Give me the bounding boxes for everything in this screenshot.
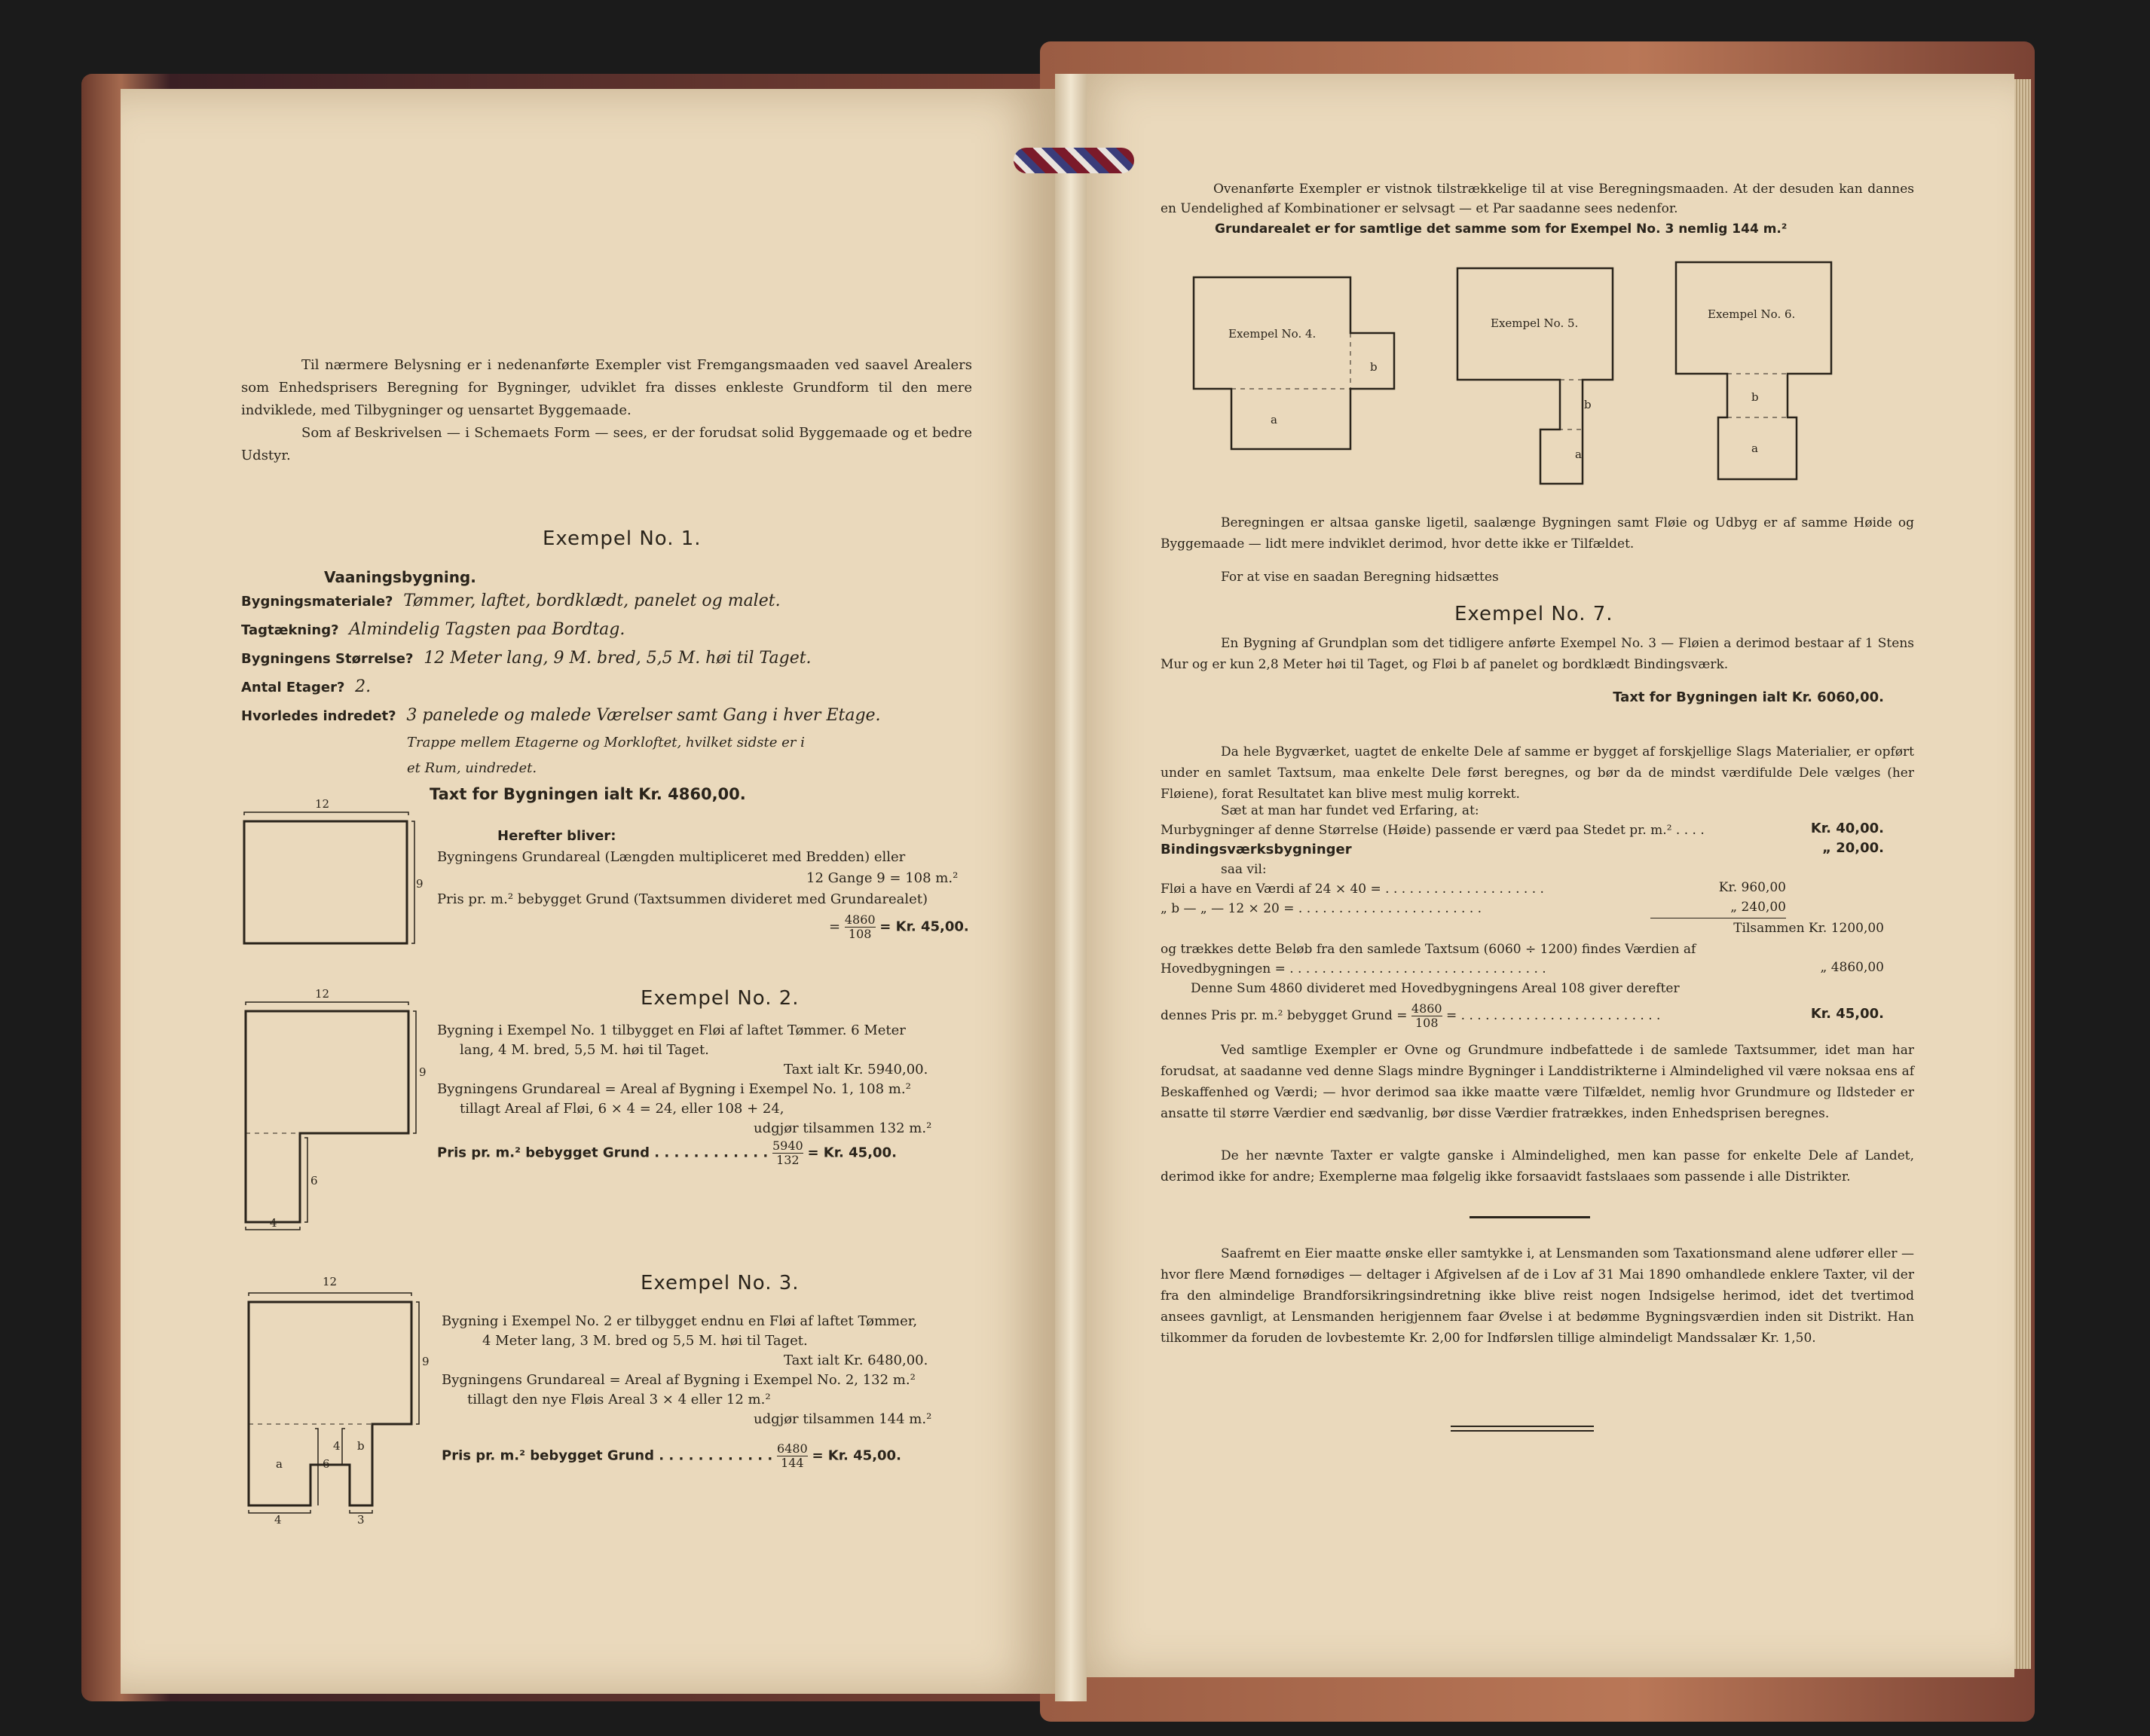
plan5-label-a: a [1575, 448, 1582, 461]
ex7-pris: dennes Pris pr. m.² bebygget Grund = [1161, 1008, 1408, 1023]
ex1-dim-side: 9 [416, 877, 424, 891]
ex2-pris: Pris pr. m.² bebygget Grund . . . . . . . . . . . . [437, 1145, 769, 1161]
plan6-title: Exempel No. 6. [1708, 307, 1796, 321]
ex7-para-4: og trækkes dette Beløb fra den samlede Taxtsum (6060 ÷ 1200) findes Værdien af [1161, 942, 1696, 957]
ex3-den: 144 [781, 1456, 804, 1470]
ex3-pris: Pris pr. m.² bebygget Grund . . . . . . . . . . . . [442, 1447, 773, 1464]
ex3-dim-side: 9 [422, 1355, 430, 1368]
ex7-para-7: De her nævnte Taxter er valgte ganske i Almindelighed, men kan passe for enkelte Dele af Landet, derimod ikke for andre; Exemplerne maa følgelig ikke forsaavidt fastslaaes som passende i alle Distrikter. [1161, 1148, 1914, 1184]
ex3-num: 6480 [776, 1441, 808, 1456]
ex3-result: = Kr. 45,00. [812, 1447, 901, 1464]
left-intro-paragraph-2: Som af Beskrivelsen — i Schemaets Form — sees, er der forudsat solid Byggemaade og et bedre Udstyr. [241, 425, 972, 463]
ex7-floi-a-value: Kr. 960,00 [1718, 880, 1786, 895]
section-rule-3 [1451, 1430, 1594, 1432]
ex2-dim-top: 12 [315, 987, 330, 1001]
ex1-fraction [845, 913, 876, 941]
ex7-para-1: En Bygning af Grundplan som det tidligere anførte Exempel No. 3 — Fløien a derimod bestaar af 1 Stens Mur og er kun 2,8 Meter høi til Taget, og Fløi b af panelet og bordklædt Bindingsværk. [1161, 636, 1914, 672]
ex7-pris-dots: = . . . . . . . . . . . . . . . . . . . . . . . . . [1446, 1008, 1661, 1023]
ex1-taxt: Taxt for Bygningen ialt Kr. 4860,00. [430, 785, 746, 803]
ex7-bind: Bindingsværksbygninger [1161, 842, 1352, 857]
ex3-floor-plan [240, 1272, 443, 1528]
ex1-row-size-label: Bygningens Størrelse? [241, 651, 414, 667]
ex1-herefter: Herefter bliver: [497, 828, 616, 844]
ex3-dim-top: 12 [323, 1275, 338, 1288]
ex3-label-a: a [276, 1457, 283, 1471]
ex7-para-5: Denne Sum 4860 divideret med Hovedbygningens Areal 108 giver derefter [1191, 981, 1680, 996]
ex1-layout-cont-2: et Rum, uindredet. [407, 760, 537, 776]
ex7-num: 4860 [1411, 1001, 1442, 1016]
ex3-line-1: Bygning i Exempel No. 2 er tilbygget endnu en Fløi af laftet Tømmer, [442, 1313, 918, 1329]
ex3-line-3: Bygningens Grundareal = Areal af Bygning i Exempel No. 2, 132 m.² [442, 1372, 916, 1388]
ex7-fraction [1411, 1002, 1442, 1030]
ex7-title: Exempel No. 7. [1454, 603, 1613, 625]
ex2-floor-plan [240, 987, 436, 1236]
ex3-line-5: udgjør tilsammen 144 m.² [754, 1411, 932, 1427]
ex7-para-2: Da hele Bygværket, uagtet de enkelte Dele af samme er bygget af forskjellige Slags Materialier, er opført under en samlet Taxtsum, maa enkelte Dele først beregnes, og bør da de mindst værdifulde Dele vælges (her Fløiene), forat Resultatet kan blive mest mulig korrekt. [1161, 744, 1914, 802]
ex2-dim-wing: 6 [310, 1174, 318, 1187]
ex7-mur: Murbygninger af denne Størrelse (Høide) passende er værd paa Stedet pr. m.² . . . . [1161, 823, 1705, 838]
right-floor-plans [1191, 256, 1944, 497]
section-rule-2 [1451, 1426, 1594, 1427]
ex1-row-material [241, 591, 781, 613]
ex2-line-5: udgjør tilsammen 132 m.² [754, 1120, 932, 1136]
plan5-label-b: b [1584, 398, 1592, 411]
ex1-row-layout-label: Hvorledes indredet? [241, 708, 396, 724]
ex3-line-4: tillagt den nye Fløis Areal 3 × 4 eller 12 m.² [467, 1392, 771, 1407]
ex2-line-1: Bygning i Exempel No. 1 tilbygget en Fløi af laftet Tømmer. 6 Meter [437, 1022, 906, 1038]
plan6-label-b: b [1751, 390, 1759, 404]
ex3-title: Exempel No. 3. [641, 1272, 800, 1294]
ex1-row-roof [241, 619, 625, 641]
plan4-label-a: a [1271, 413, 1277, 426]
ex7-mur-value: Kr. 40,00. [1810, 821, 1884, 836]
ex1-row-floors [241, 677, 371, 698]
ex1-row-material-value: Tømmer, laftet, bordklædt, panelet og malet. [403, 591, 781, 610]
ex3-dim-4: 4 [333, 1439, 341, 1453]
ex7-floi-a: Fløi a have en Værdi af 24 × 40 = . . . . . . . . . . . . . . . . . . . . [1161, 882, 1544, 897]
ex1-row-material-label: Bygningsmateriale? [241, 594, 393, 610]
ex1-row-roof-label: Tagtækning? [241, 622, 339, 638]
ex1-row-size [241, 648, 812, 670]
ex1-row-layout [241, 705, 881, 727]
ex7-para-3: Sæt at man har fundet ved Erfaring, at: [1221, 803, 1479, 818]
ex3-price-formula [442, 1442, 901, 1470]
ex3-fraction [777, 1442, 808, 1470]
right-closing-paragraph: Saafremt en Eier maatte ønske eller samtykke i, at Lensmanden som Taxationsmand alene udfører eller — hvor flere Mænd fornødiges — deltager i Afgivelsen af de i Lov af 31 Mai 1890 omhandlede enklere Taxter, vil der fra den almindelige Brandforsikringsindretning ikke blive reist nogen Indsigelse herimod, idet det tvertimod ansees gavnligt, at Lensmanden herigjennem faar Øvelse i at bedømme Bygningsværdien inden sit Distrikt. Han tilkommer da foruden de lovbestemte Kr. 2,00 for Indførslen tillige almindeligt Mandssalær Kr. 1,50. [1161, 1246, 1914, 1346]
ex3-dim-6: 6 [323, 1457, 330, 1471]
ex1-row-floors-value: 2. [355, 677, 372, 696]
ex1-subtitle: Vaaningsbygning. [324, 568, 476, 586]
ex3-taxt: Taxt ialt Kr. 6480,00. [784, 1352, 928, 1368]
book-gutter [1055, 74, 1087, 1701]
ex1-title: Exempel No. 1. [543, 527, 702, 550]
ex1-row-floors-label: Antal Etager? [241, 680, 345, 695]
ex7-floi-b: „ b — „ — 12 × 20 = . . . . . . . . . . . . . . . . . . . . . . . [1161, 901, 1482, 916]
plan4-title: Exempel No. 4. [1228, 327, 1317, 341]
right-para-1: Beregningen er altsaa ganske ligetil, saalænge Bygningen samt Fløie og Udbyg er af samme Høide og Byggemaade — lidt mere indviklet derimod, hvor dette ikke er Tilfældet. [1161, 515, 1914, 552]
ex7-pris-formula [1161, 1002, 1660, 1030]
ex2-result: = Kr. 45,00. [807, 1145, 897, 1161]
right-intro: Ovenanførte Exempler er vistnok tilstrækkelige til at vise Beregningsmaaden. At der desuden kan dannes en Uendelighed af Kombinationer er selvsagt — et Par saadanne sees nedenfor. [1161, 182, 1914, 216]
ex2-line-2: lang, 4 M. bred, 5,5 M. høi til Taget. [460, 1042, 709, 1058]
ex1-row-roof-value: Almindelig Tagsten paa Bordtag. [349, 620, 625, 639]
ex7-floi-b-value: „ 240,00 [1650, 897, 1786, 918]
page-edges [2014, 79, 2031, 1669]
ex1-layout-cont-1: Trappe mellem Etagerne og Morkloftet, hvilket sidste er i [407, 735, 805, 750]
binding-cord [1014, 148, 1134, 173]
plan4-label-b: b [1370, 360, 1378, 374]
left-intro-paragraph-1: Til nærmere Belysning er i nedenanførte Exempler vist Fremgangsmaaden ved saavel Arealers som Enhedsprisers Beregning for Bygninger, udviklet fra disses enkleste Grundform til den mere indviklede, med Tilbygninger og uensartet Byggemaade. [241, 357, 972, 418]
ex2-num: 5940 [772, 1138, 803, 1153]
plan6-label-a: a [1751, 442, 1758, 455]
ex1-den: 108 [848, 927, 872, 941]
ex2-den: 132 [776, 1153, 800, 1167]
ex2-dim-bottom: 4 [270, 1216, 277, 1230]
ex1-row-layout-value: 3 panelede og malede Værelser samt Gang i hver Etage. [406, 706, 881, 725]
ex7-tilsammen: Tilsammen Kr. 1200,00 [1733, 921, 1884, 936]
section-rule-1 [1470, 1216, 1590, 1218]
ex2-line-3: Bygningens Grundareal = Areal af Bygning i Exempel No. 1, 108 m.² [437, 1081, 911, 1097]
ex7-hoved-value: „ 4860,00 [1820, 960, 1884, 975]
ex1-pris: Pris pr. m.² bebygget Grund (Taxtsummen divideret med Grundarealet) [437, 891, 928, 907]
ex2-taxt: Taxt ialt Kr. 5940,00. [784, 1062, 928, 1077]
ex2-dim-side: 9 [419, 1065, 427, 1079]
ex1-row-size-value: 12 Meter lang, 9 M. bred, 5,5 M. høi til Taget. [424, 649, 812, 668]
ex1-eq: = [829, 918, 841, 935]
plan5-title: Exempel No. 5. [1491, 316, 1579, 330]
right-para-1b: For at vise en saadan Beregning hidsættes [1221, 570, 1499, 585]
ex7-bind-value: „ 20,00. [1822, 840, 1884, 856]
ex1-grund-calc: 12 Gange 9 = 108 m.² [806, 870, 959, 886]
ex3-label-b: b [357, 1439, 365, 1453]
ex2-fraction [772, 1139, 803, 1167]
ex3-dim-bottom: 4 [274, 1513, 282, 1527]
ex3-dim-3: 3 [357, 1513, 365, 1527]
ex1-result: = Kr. 45,00. [879, 918, 969, 935]
ex1-grund: Bygningens Grundareal (Længden multipliceret med Bredden) eller [437, 849, 906, 865]
ex7-hoved: Hovedbygningen = . . . . . . . . . . . . . . . . . . . . . . . . . . . . . . . . [1161, 961, 1546, 976]
ex1-floor-plan [240, 797, 424, 949]
ex2-title: Exempel No. 2. [641, 987, 800, 1010]
ex3-line-2: 4 Meter lang, 3 M. bred og 5,5 M. høi til Taget. [482, 1333, 808, 1349]
ex1-price-formula [829, 913, 969, 941]
ex2-price-formula [437, 1139, 897, 1167]
ex7-taxt: Taxt for Bygningen ialt Kr. 6060,00. [1613, 689, 1884, 705]
ex7-para-6: Ved samtlige Exempler er Ovne og Grundmure indbefattede i de samlede Taxtsummer, idet man har forudsat, at saadanne ved denne Slags mindre Bygninger i Landdistrikterne i Almindelighed vil være noksaa ens af Beskaffenhed og Værdi; — hvor derimod saa ikke maatte være Tilfældet, nemlig hvor Grundmure og Ildsteder er ansatte til større Værdier end sædvanlig, bør disse Værdier fratrækkes, inden Enhedsprisen beregnes. [1161, 1043, 1914, 1121]
ex1-dim-top: 12 [315, 797, 330, 811]
ex7-saa: saa vil: [1221, 862, 1267, 877]
ex7-pris-value: Kr. 45,00. [1810, 1006, 1884, 1022]
ex7-den: 108 [1414, 1016, 1439, 1030]
ex2-line-4: tillagt Areal af Fløi, 6 × 4 = 24, eller 108 + 24, [460, 1101, 784, 1117]
right-grundareal: Grundarealet er for samtlige det samme som for Exempel No. 3 nemlig 144 m.² [1215, 222, 1788, 237]
ex1-num: 4860 [844, 912, 876, 927]
